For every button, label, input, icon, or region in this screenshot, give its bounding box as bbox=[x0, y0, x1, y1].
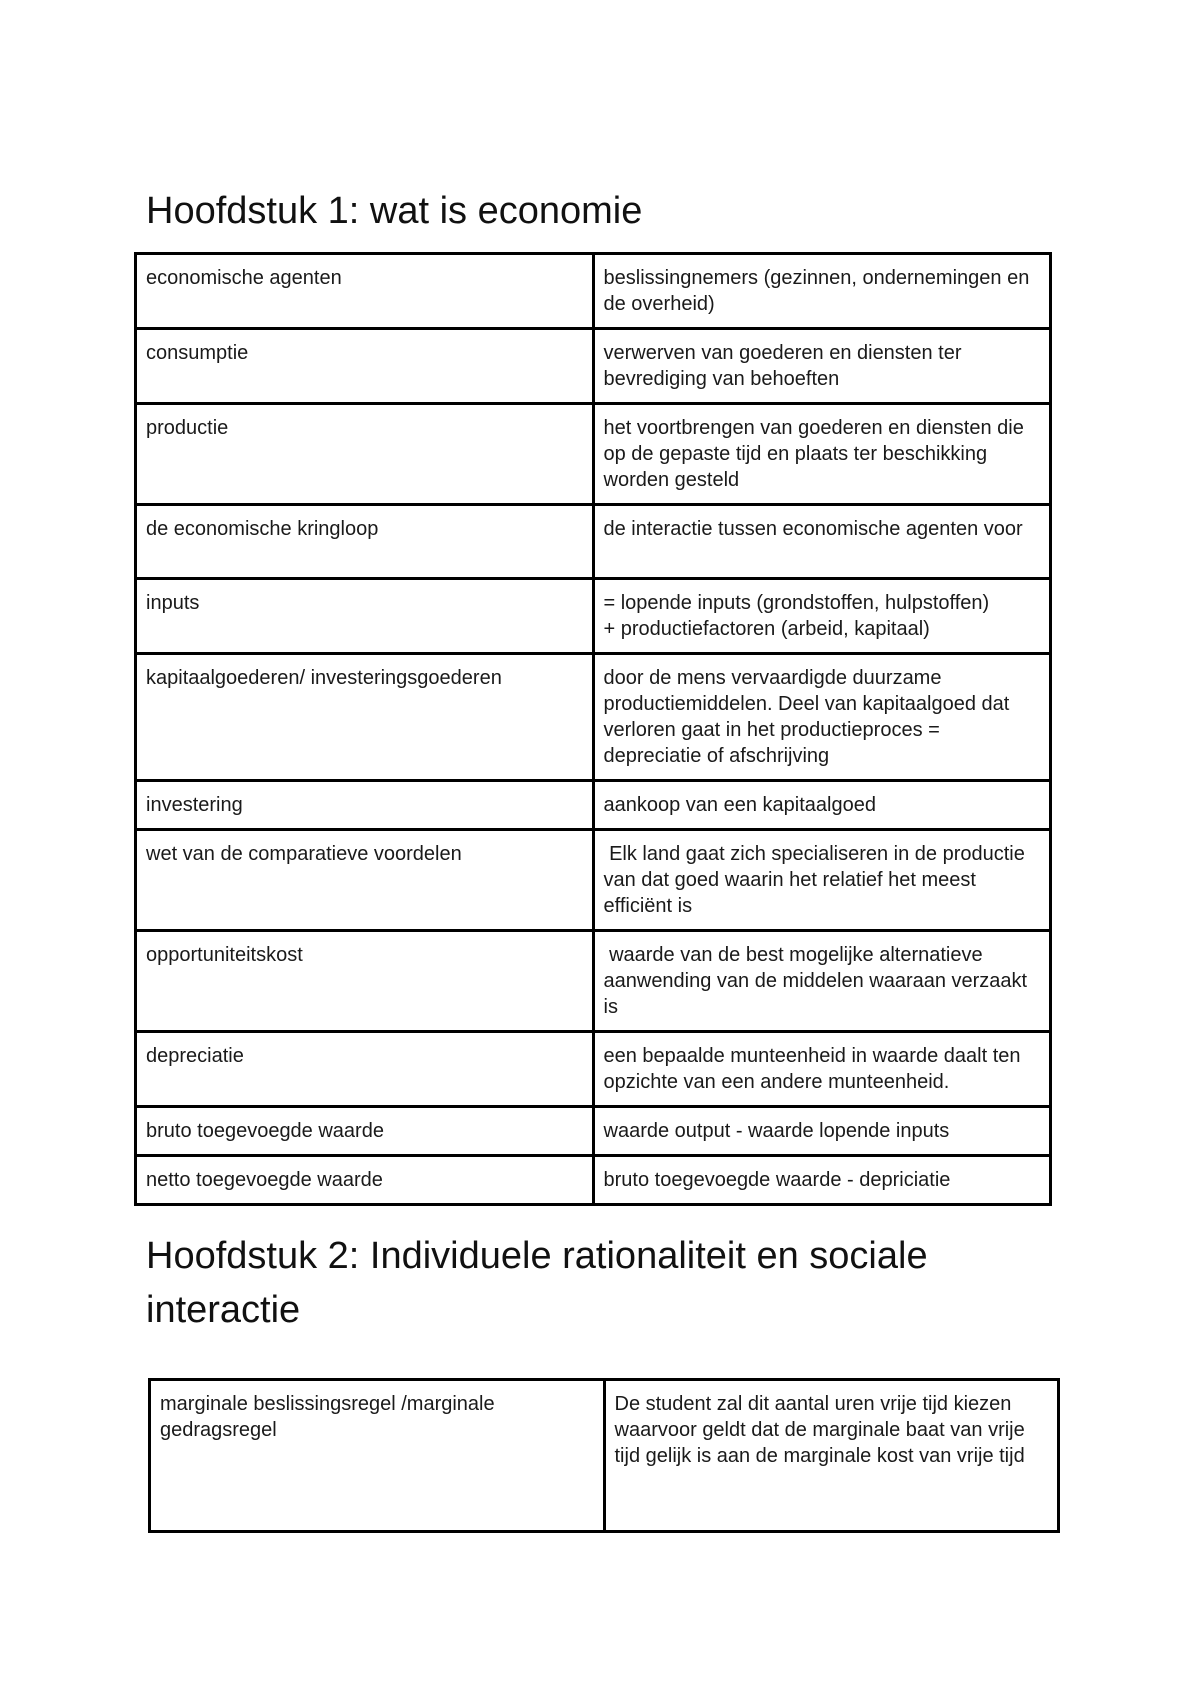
table-row bbox=[150, 1380, 1059, 1532]
chapter1-title: Hoofdstuk 1: wat is economie bbox=[146, 190, 643, 232]
table-row bbox=[136, 781, 1051, 830]
term-cell: kapitaalgoederen/ investeringsgoederen bbox=[136, 654, 594, 781]
definition-cell: waarde output - waarde lopende inputs bbox=[593, 1107, 1051, 1156]
definition-cell: = lopende inputs (grondstoffen, hulpstoffen) + productiefactoren (arbeid, kapitaal) bbox=[593, 579, 1051, 654]
term-cell: bruto toegevoegde waarde bbox=[136, 1107, 594, 1156]
table-row bbox=[136, 579, 1051, 654]
definition-cell: het voortbrengen van goederen en diensten die op de gepaste tijd en plaats ter beschikking worden gesteld bbox=[593, 404, 1051, 505]
term-cell: de economische kringloop bbox=[136, 505, 594, 579]
table-row bbox=[136, 1156, 1051, 1205]
term-cell: investering bbox=[136, 781, 594, 830]
term-cell: economische agenten bbox=[136, 254, 594, 329]
term-cell: inputs bbox=[136, 579, 594, 654]
table-row bbox=[136, 254, 1051, 329]
term-cell: depreciatie bbox=[136, 1032, 594, 1107]
table-row bbox=[136, 931, 1051, 1032]
chapter1-glossary-table bbox=[134, 252, 1052, 1206]
definition-cell: verwerven van goederen en diensten ter bevrediging van behoeften bbox=[593, 329, 1051, 404]
table-row bbox=[136, 404, 1051, 505]
definition-cell: aankoop van een kapitaalgoed bbox=[593, 781, 1051, 830]
term-cell: marginale beslissingsregel /marginale gedragsregel bbox=[150, 1380, 605, 1532]
table-row bbox=[136, 654, 1051, 781]
definition-cell: Elk land gaat zich specialiseren in de productie van dat goed waarin het relatief het meest efficiënt is bbox=[593, 830, 1051, 931]
table-row bbox=[136, 1032, 1051, 1107]
definition-cell: waarde van de best mogelijke alternatieve aanwending van de middelen waaraan verzaakt is bbox=[593, 931, 1051, 1032]
definition-cell: De student zal dit aantal uren vrije tijd kiezen waarvoor geldt dat de marginale baat van vrije tijd gelijk is aan de marginale kost van vrije tijd bbox=[604, 1380, 1059, 1532]
table-row bbox=[136, 1107, 1051, 1156]
term-cell: opportuniteitskost bbox=[136, 931, 594, 1032]
definition-cell: door de mens vervaardigde duurzame productiemiddelen. Deel van kapitaalgoed dat verloren gaat in het productieproces = depreciatie of afschrijving bbox=[593, 654, 1051, 781]
table-row bbox=[136, 329, 1051, 404]
table-row bbox=[136, 505, 1051, 579]
chapter2-glossary-table bbox=[148, 1378, 1060, 1533]
term-cell: wet van de comparatieve voordelen bbox=[136, 830, 594, 931]
term-cell: productie bbox=[136, 404, 594, 505]
definition-cell: een bepaalde munteenheid in waarde daalt ten opzichte van een andere munteenheid. bbox=[593, 1032, 1051, 1107]
definition-cell: bruto toegevoegde waarde - depriciatie bbox=[593, 1156, 1051, 1205]
term-cell: netto toegevoegde waarde bbox=[136, 1156, 594, 1205]
chapter2-title: Hoofdstuk 2: Individuele rationaliteit en sociale interactie bbox=[146, 1235, 928, 1331]
table-row bbox=[136, 830, 1051, 931]
definition-cell: beslissingnemers (gezinnen, ondernemingen en de overheid) bbox=[593, 254, 1051, 329]
definition-cell: de interactie tussen economische agenten voor bbox=[593, 505, 1051, 579]
term-cell: consumptie bbox=[136, 329, 594, 404]
